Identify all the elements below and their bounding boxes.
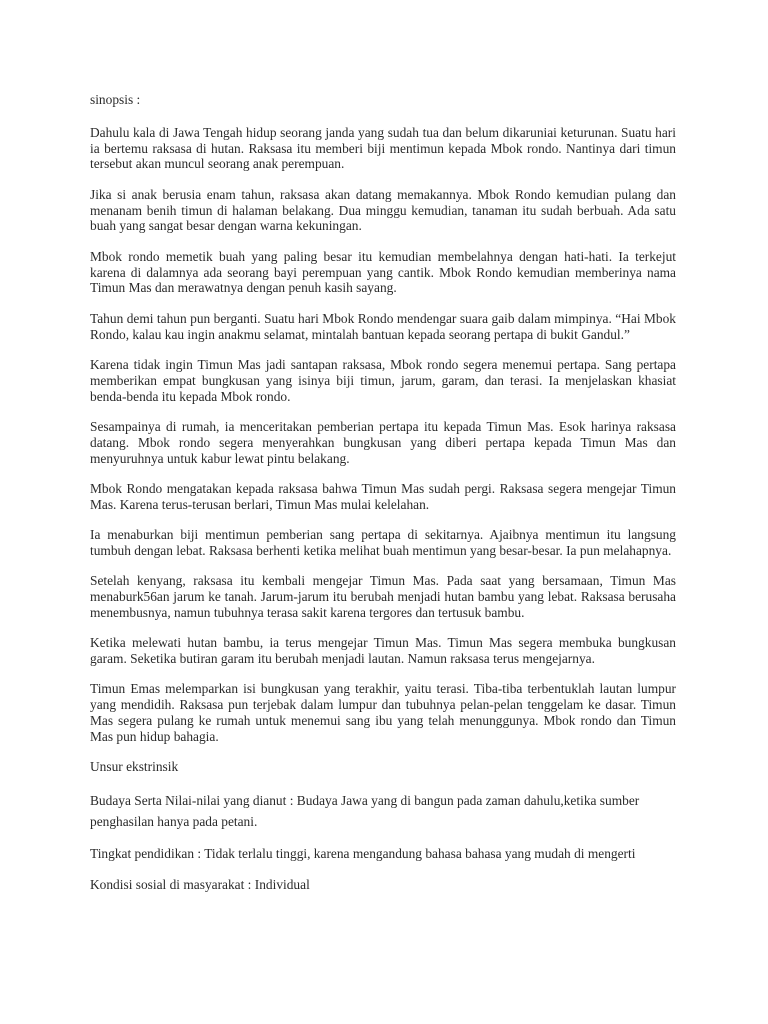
synopsis-paragraph: Setelah kenyang, raksasa itu kembali mengejar Timun Mas. Pada saat yang bersamaan, Timun Mas menaburk56an jarum ke tanah. Jarum-jarum itu berubah menjadi hutan bambu yang lebat. Raksasa berusaha menembusnya, namun tubuhnya terasa sakit karena tergores dan tertusuk bambu. xyxy=(90,573,676,620)
synopsis-paragraph: Tahun demi tahun pun berganti. Suatu hari Mbok Rondo mendengar suara gaib dalam mimpinya. “Hai Mbok Rondo, kalau kau ingin anakmu selamat, mintalah bantuan kepada seorang pertapa di bukit Gandul.” xyxy=(90,310,676,342)
extrinsic-item: Tingkat pendidikan : Tidak terlalu tinggi, karena mengandung bahasa bahasa yang mudah di mengerti xyxy=(90,846,636,862)
extrinsic-heading: Unsur ekstrinsik xyxy=(90,759,179,775)
synopsis-paragraph: Jika si anak berusia enam tahun, raksasa akan datang memakannya. Mbok Rondo kemudian pulang dan menanam benih timun di halaman belakang. Dua minggu kemudian, tanaman itu sudah berbuah. Ada satu buah yang sangat besar dengan warna kekuningan. xyxy=(90,186,676,234)
synopsis-heading: sinopsis : xyxy=(90,92,141,107)
extrinsic-item: Budaya Serta Nilai-nilai yang dianut : Budaya Jawa yang di bangun pada zaman dahulu,ketika sumber penghasilan hanya pada petani. xyxy=(90,792,640,829)
synopsis-paragraph: Karena tidak ingin Timun Mas jadi santapan raksasa, Mbok rondo segera menemui pertapa. Sang pertapa memberikan empat bungkusan yang isinya biji timun, jarum, garam, dan terasi. Ia menjelaskan khasiat benda-benda itu kepada Mbok rondo. xyxy=(90,356,676,404)
synopsis-paragraph: Dahulu kala di Jawa Tengah hidup seorang janda yang sudah tua dan belum dikaruniai keturunan. Suatu hari ia bertemu raksasa di hutan. Raksasa itu memberi biji mentimun kepada Mbok rondo. Nantinya dari timun tersebut akan muncul seorang anak perempuan. xyxy=(90,124,676,172)
synopsis-paragraph: Ketika melewati hutan bambu, ia terus mengejar Timun Mas. Timun Mas segera membuka bungkusan garam. Seketika butiran garam itu berubah menjadi lautan. Namun raksasa terus mengejarnya. xyxy=(90,635,676,667)
synopsis-paragraph: Mbok rondo memetik buah yang paling besar itu kemudian membelahnya dengan hati-hati. Ia terkejut karena di dalamnya ada seorang bayi perempuan yang cantik. Mbok Rondo kemudian memberinya nama Timun Mas dan merawatnya dengan penuh kasih sayang. xyxy=(90,248,676,296)
extrinsic-item: Kondisi sosial di masyarakat : Individual xyxy=(90,876,310,892)
synopsis-paragraph: Mbok Rondo mengatakan kepada raksasa bahwa Timun Mas sudah pergi. Raksasa segera mengejar Timun Mas. Karena terus-terusan berlari, Timun Mas mulai kelelahan. xyxy=(90,480,676,512)
synopsis-paragraph: Ia menaburkan biji mentimun pemberian sang pertapa di sekitarnya. Ajaibnya mentimun itu langsung tumbuh dengan lebat. Raksasa berhenti ketika melihat buah mentimun yang besar-besar. Ia pun melahapnya. xyxy=(90,527,676,558)
synopsis-paragraph: Timun Emas melemparkan isi bungkusan yang terakhir, yaitu terasi. Tiba-tiba terbentuklah lautan lumpur yang mendidih. Raksasa pun terjebak dalam lumpur dan tubuhnya pelan-pelan tenggelam ke dasar. Timun Mas segera pulang ke rumah untuk menemui sang ibu yang telah menunggunya. Mbok rondo dan Timun Mas pun hidup bahagia. xyxy=(90,681,676,744)
document-page xyxy=(90,92,676,907)
synopsis-paragraph: Sesampainya di rumah, ia menceritakan pemberian pertapa itu kepada Timun Mas. Esok harinya raksasa datang. Mbok rondo segera menyerahkan bungkusan yang diberi pertapa kepada Timun Mas dan menyuruhnya untuk kabur lewat pintu belakang. xyxy=(90,418,676,466)
